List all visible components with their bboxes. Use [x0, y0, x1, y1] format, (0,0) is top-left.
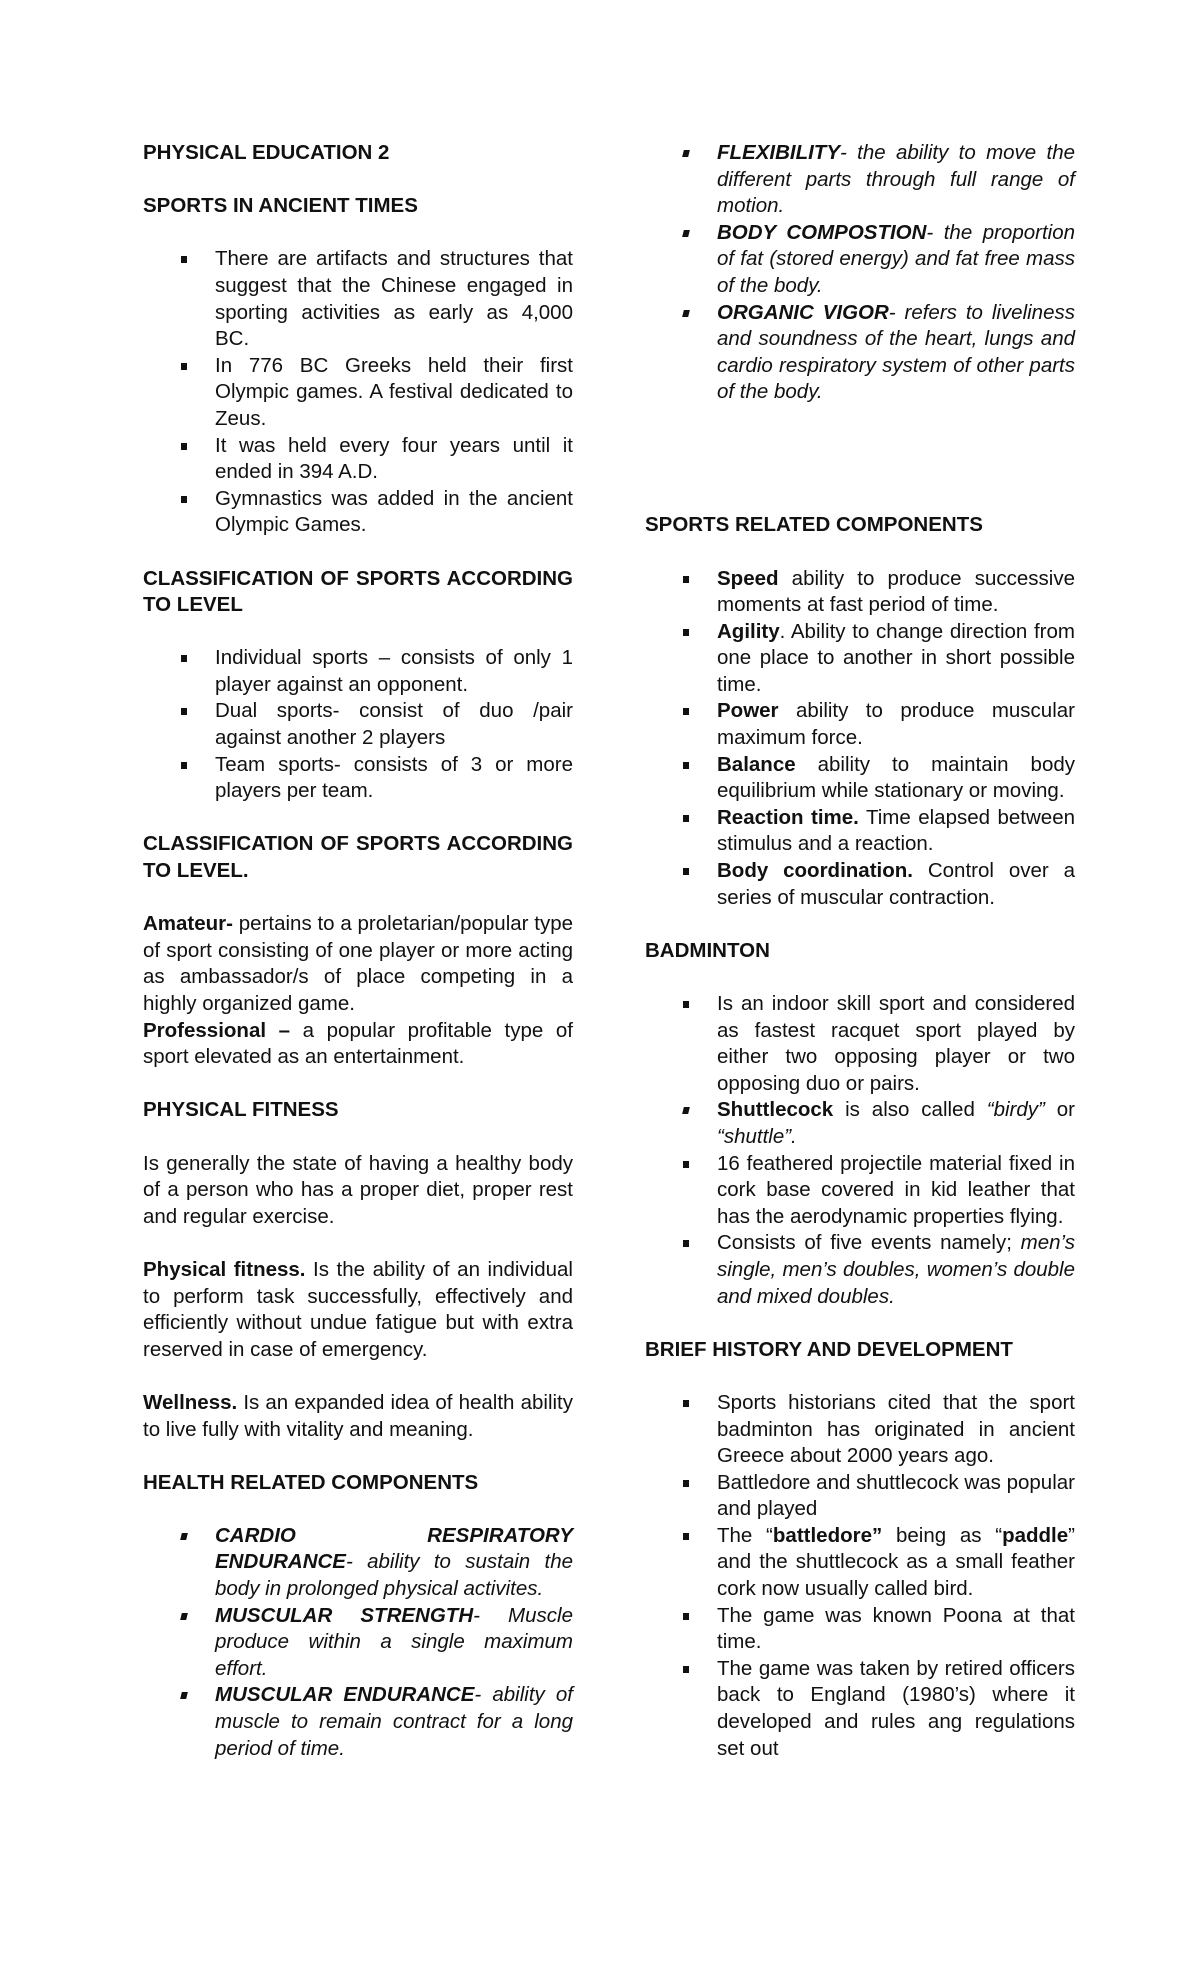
list-item [645, 698, 1075, 751]
section-heading-classification-2: CLASSIFICATION OF SPORTS ACCORDING TO LEVEL. [143, 832, 573, 883]
list-item: In 776 BC Greeks held their first Olympic games. A festival dedicated to Zeus. [143, 353, 573, 433]
definition: ability to produce muscular maximum force. [717, 699, 1075, 750]
definition: Control over a series of muscular contraction. [717, 859, 1075, 909]
badminton-list [645, 991, 1075, 1310]
term: Reaction time. [717, 805, 859, 829]
list-item: Sports historians cited that the sport badminton has originated in ancient Greece about 2000 years ago. [645, 1390, 1075, 1470]
term: BODY COMPOSTION [717, 220, 927, 244]
professional-text: a popular profitable type of sport elevated as an entertainment. [143, 1018, 573, 1069]
term: Body coordination. [717, 859, 913, 883]
list-item [645, 220, 1075, 300]
section-heading-history: BRIEF HISTORY AND DEVELOPMENT [645, 1337, 1013, 1361]
document-title: PHYSICAL EDUCATION 2 [143, 141, 390, 164]
definition: ability to maintain body equilibrium while stationary or moving. [717, 752, 1075, 803]
definition: - refers to liveliness and soundness of the heart, lungs and cardio respiratory system of other parts of the body. [717, 300, 1075, 404]
wellness-text: Is an expanded idea of health ability to live fully with vitality and meaning. [143, 1390, 573, 1441]
wellness-paragraph [143, 1390, 573, 1443]
definition: - the proportion of fat (stored energy) and fat free mass of the body. [717, 220, 1075, 297]
amateur-text: pertains to a proletarian/popular type of sport consisting of one player or more acting as ambassador/s of place competing in a highly organized game. [143, 912, 573, 1015]
list-item [645, 1097, 1075, 1150]
term: FLEXIBILITY [717, 141, 840, 164]
list-item [645, 566, 1075, 619]
list-item [143, 1523, 573, 1603]
pf-text: Is the ability of an individual to perform task successfully, effectively and efficiently without undue fatigue but with extra reserved in case of emergency. [143, 1257, 573, 1361]
sports-list [645, 566, 1075, 912]
definition: . Ability to change direction from one place to another in short possible time. [717, 619, 1075, 696]
list-item [143, 1682, 573, 1762]
term: Balance [717, 752, 796, 776]
term: MUSCULAR STRENGTH [215, 1603, 474, 1627]
list-item: 16 feathered projectile material fixed in cork base covered in kid leather that has the aerodynamic properties flying. [645, 1151, 1075, 1231]
text: is also called [833, 1098, 987, 1122]
section-heading-classification: CLASSIFICATION OF SPORTS ACCORDING TO LEVEL [143, 566, 573, 617]
list-item: Gymnastics was added in the ancient Olympic Games. [143, 486, 573, 539]
amateur-term: Amateur- [143, 912, 233, 936]
text: or [1044, 1098, 1075, 1122]
list-item [645, 140, 1075, 220]
wellness-term: Wellness. [143, 1390, 238, 1414]
definition: - Muscle produce within a single maximum effort. [215, 1603, 573, 1680]
list-item [645, 300, 1075, 406]
list-item: Is an indoor skill sport and considered as fastest racquet sport played by either two opposing player or two opposing duo or pairs. [645, 991, 1075, 1097]
list-item [645, 752, 1075, 805]
list-item: Team sports- consists of 3 or more players per team. [143, 752, 573, 805]
term: MUSCULAR ENDURANCE [215, 1683, 475, 1707]
list-item [143, 1603, 573, 1683]
professional-term: Professional – [143, 1018, 291, 1042]
text: Consists of five events namely; [717, 1231, 1021, 1255]
pf-term: Physical fitness. [143, 1257, 306, 1281]
list-item [645, 619, 1075, 699]
health-list-continued [645, 140, 1075, 406]
definition: - ability to sustain the body in prolonged physical activites. [215, 1550, 573, 1601]
section-heading-ancient: SPORTS IN ANCIENT TIMES [143, 194, 418, 218]
term: Power [717, 699, 779, 723]
list-item: It was held every four years until it ended in 394 A.D. [143, 433, 573, 486]
term: CARDIO RESPIRATORY ENDURANCE [215, 1523, 573, 1574]
classification-list [143, 645, 573, 805]
events-list-text: men’s single, men’s doubles, women’s double and mixed doubles. [717, 1231, 1075, 1308]
text: The “ [717, 1523, 773, 1547]
term: ORGANIC VIGOR [717, 300, 889, 324]
text: ” and the shuttlecock as a small feather cork now usually called bird. [717, 1523, 1075, 1601]
list-item [645, 858, 1075, 911]
term: Agility [717, 619, 780, 643]
definition: ability to produce successive moments at fast period of time. [717, 566, 1075, 617]
fitness-paragraph: Is generally the state of having a healthy body of a person who has a proper diet, proper rest and regular exercise. [143, 1151, 573, 1228]
right-column [645, 140, 1075, 1762]
battledore-term: battledore” [772, 1523, 883, 1547]
history-list [645, 1390, 1075, 1762]
shuttle-text: “shuttle”. [717, 1124, 797, 1148]
section-heading-badminton: BADMINTON [645, 938, 770, 962]
list-item: Battledore and shuttlecock was popular and played [645, 1470, 1075, 1523]
list-item [645, 805, 1075, 858]
list-item [645, 1230, 1075, 1310]
term: Shuttlecock [717, 1098, 834, 1122]
list-item: Individual sports – consists of only 1 player against an opponent. [143, 645, 573, 698]
health-list [143, 1523, 573, 1762]
definition: - the ability to move the different parts through full range of motion. [717, 141, 1075, 218]
section-heading-health: HEALTH RELATED COMPONENTS [143, 1470, 479, 1494]
section-heading-sports: SPORTS RELATED COMPONENTS [645, 513, 983, 537]
definition: Time elapsed between stimulus and a reaction. [717, 805, 1076, 856]
left-column [143, 140, 573, 1762]
physical-fitness-paragraph [143, 1257, 573, 1363]
paddle-term: paddle [1002, 1523, 1069, 1547]
list-item: The game was taken by retired officers back to England (1980’s) where it developed and rules ang regulations set out [645, 1656, 1075, 1762]
list-item: Dual sports- consist of duo /pair against another 2 players [143, 698, 573, 751]
text: being as “ [882, 1523, 1003, 1547]
list-item: There are artifacts and structures that suggest that the Chinese engaged in sporting activities as early as 4,000 BC. [143, 246, 573, 352]
ancient-list [143, 246, 573, 539]
term: Speed [717, 566, 779, 590]
birdy-text: “birdy” [986, 1098, 1045, 1122]
amateur-paragraph [143, 911, 573, 1017]
section-heading-fitness: PHYSICAL FITNESS [143, 1098, 339, 1122]
definition: - ability of muscle to remain contract for a long period of time. [215, 1683, 573, 1760]
professional-paragraph [143, 1018, 573, 1071]
list-item: The game was known Poona at that time. [645, 1603, 1075, 1656]
list-item [645, 1523, 1075, 1603]
